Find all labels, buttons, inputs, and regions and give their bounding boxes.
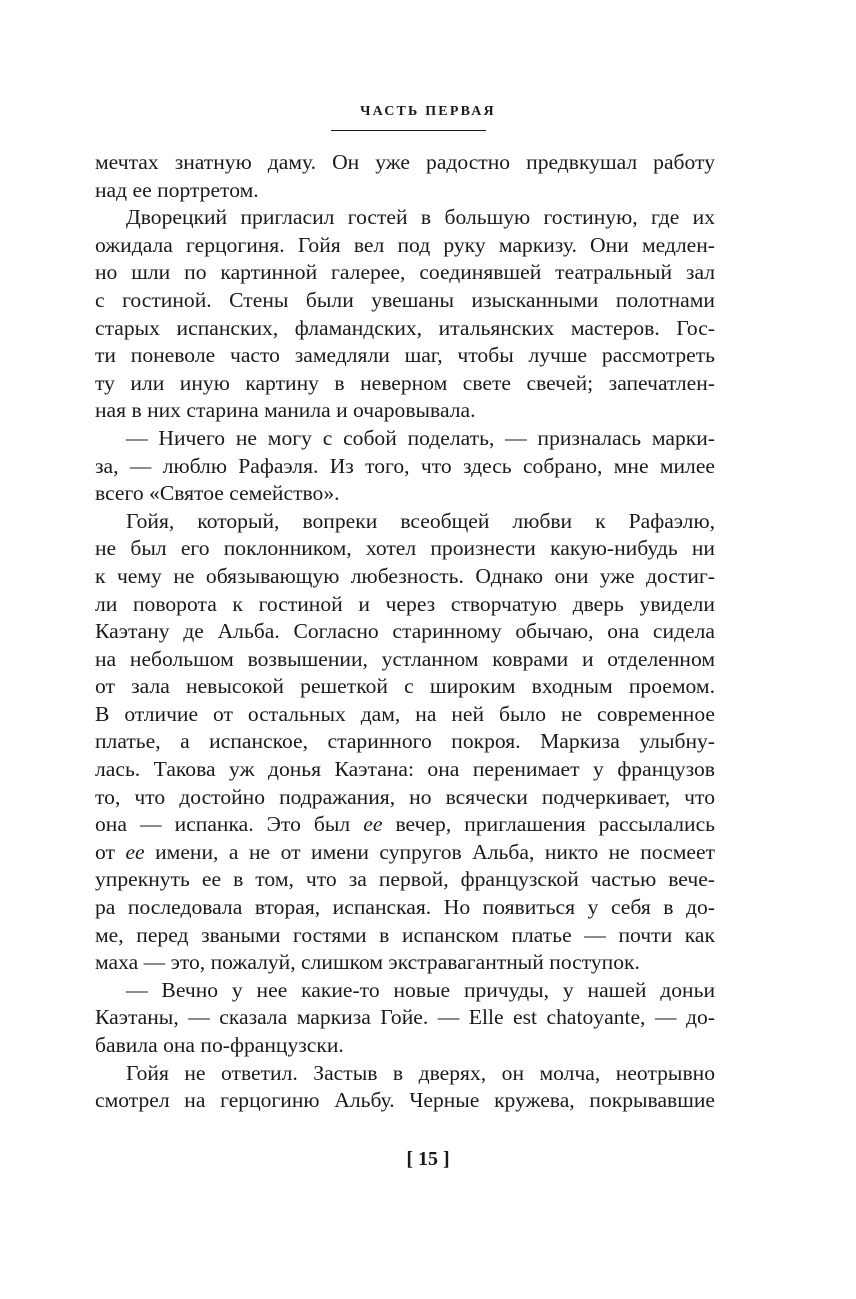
text-line: маха — это, пожалуй, слишком экстравагантный поступок. xyxy=(95,950,640,975)
text-line: мечтах знатную даму. Он уже радостно предвкушал работу xyxy=(95,150,715,174)
italic-word: ее xyxy=(363,812,383,837)
text-line: старых испанских, фламандских, итальянских мастеров. Гос- xyxy=(95,315,715,340)
text-line: Гойя, который, вопреки всеобщей любви к Рафаэлю, xyxy=(126,508,715,533)
text-line: всего «Святое семейство». xyxy=(95,481,340,506)
text-line: она — испанка. Это был ее вечер, приглашения рассылались xyxy=(95,812,716,837)
text-line: то, что достойно подражания, но всячески подчеркивает, что xyxy=(95,784,715,809)
text-line: от зала невысокой решеткой с широким входным проемом. xyxy=(95,674,715,699)
text-line: ту или иную картину в неверном свете свечей; запечатлен- xyxy=(95,370,715,395)
paragraph xyxy=(95,977,715,1060)
paragraph xyxy=(95,508,715,977)
text-line: лась. Такова уж донья Каэтана: она перенимает у французов xyxy=(95,757,715,782)
text-line: — Ничего не могу с собой поделать, — призналась марки- xyxy=(126,425,715,450)
running-header xyxy=(0,100,856,120)
header-rule xyxy=(331,130,486,131)
text-line: ра последовала вторая, испанская. Но появиться у себя в до- xyxy=(95,895,715,920)
body-text xyxy=(95,149,715,1115)
text-line: упрекнуть ее в том, что за первой, французской частью вече- xyxy=(95,867,715,892)
header-title: ЧАСТЬ ПЕРВАЯ xyxy=(360,104,496,119)
text-line: с гостиной. Стены были увешаны изысканными полотнами xyxy=(95,287,715,312)
text-line: ли поворота к гостиной и через створчатую дверь увидели xyxy=(95,591,715,616)
text-line: В отличие от остальных дам, на ней было не современное xyxy=(95,701,715,726)
page-number: [ 15 ] xyxy=(406,1148,450,1170)
text-line: Дворецкий пригласил гостей в большую гостиную, где их xyxy=(126,205,715,230)
text-line: но шли по картинной галерее, соединявшей театральный зал xyxy=(95,260,715,285)
text-line: смотрел на герцогиню Альбу. Черные кружева, покрывавшие xyxy=(95,1088,715,1113)
paragraph xyxy=(95,425,715,508)
text-line: от ее имени, а не от имени супругов Альба, никто не посмеет xyxy=(95,839,715,864)
paragraph xyxy=(95,1060,715,1115)
text-line: ме, перед зваными гостями в испанском платье — почти как xyxy=(95,922,715,947)
text-line: Гойя не ответил. Застыв в дверях, он молча, неотрывно xyxy=(126,1060,715,1085)
text-line: ожидала герцогиня. Гойя вел под руку маркизу. Они медлен- xyxy=(95,232,715,257)
text-line: Каэтану де Альба. Согласно старинному обычаю, она сидела xyxy=(95,619,715,644)
italic-word: ее xyxy=(125,839,145,864)
text-line: ная в них старина манила и очаровывала. xyxy=(95,398,476,423)
text-line: Каэтаны, — сказала маркиза Гойе. — Elle est chatoyante, — до- xyxy=(95,1005,715,1030)
text-line: за, — люблю Рафаэля. Из того, что здесь собрано, мне милее xyxy=(95,453,715,478)
text-line: — Вечно у нее какие-то новые причуды, у нашей доньи xyxy=(126,977,715,1002)
text-line: бавила она по-французски. xyxy=(95,1033,344,1057)
text-line: над ее портретом. xyxy=(95,177,259,202)
text-line: ти поневоле часто замедляли шаг, чтобы лучше рассмотреть xyxy=(95,343,715,368)
text-line: на небольшом возвышении, устланном коврами и отделенном xyxy=(95,646,715,671)
paragraph xyxy=(95,204,715,425)
text-line: платье, а испанское, старинного покроя. Маркиза улыбну- xyxy=(95,729,715,754)
paragraph xyxy=(95,149,715,204)
text-line: не был его поклонником, хотел произнести какую-нибудь ни xyxy=(95,536,715,561)
text-line: к чему не обязывающую любезность. Однако они уже достиг- xyxy=(95,563,715,588)
